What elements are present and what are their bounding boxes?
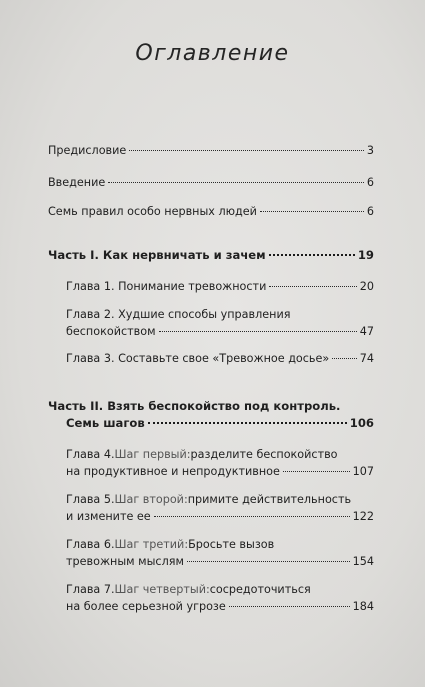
toc-page-number: 106 — [349, 416, 374, 430]
toc-page-number: 184 — [352, 600, 374, 613]
toc-entry-label: Предисловие — [48, 144, 127, 157]
toc-step-label: Шаг третий: — [114, 538, 189, 551]
dot-leader — [229, 606, 350, 607]
toc-page-number: 20 — [359, 280, 374, 293]
toc-entry-label: примите действительность — [187, 493, 352, 506]
toc-entry-chapter-2 — [66, 306, 374, 340]
toc-entry-preface — [48, 142, 374, 159]
toc-entry-chapter-1 — [66, 278, 374, 295]
toc-entry-label: Введение — [48, 176, 106, 189]
toc-entry-label: Глава 3. Составьте свое «Тревожное досье» — [66, 352, 330, 365]
dot-leader — [159, 331, 357, 332]
toc-entry-label-continued: на продуктивное и непродуктивное — [66, 465, 280, 478]
dot-leader — [148, 422, 347, 424]
toc-entry-label: сосредоточиться — [209, 583, 311, 596]
toc-page-number: 107 — [352, 465, 374, 478]
toc-entry-label-continued: на более серьезной угрозе — [66, 600, 226, 613]
dot-leader — [129, 150, 364, 151]
toc-page-number: 3 — [366, 144, 374, 157]
page-title: Оглавление — [135, 41, 290, 66]
toc-entry-seven-rules — [48, 203, 374, 220]
toc-entry-part-2 — [48, 398, 374, 432]
dot-leader — [260, 211, 364, 212]
dot-leader — [269, 254, 355, 256]
toc-step-label: Шаг второй: — [114, 493, 188, 506]
dot-leader — [108, 182, 364, 183]
toc-part-label-continued: Семь шагов — [66, 416, 145, 430]
toc-entry-chapter-6 — [66, 536, 374, 570]
toc-entry-label: разделите беспокойство — [190, 448, 338, 461]
toc-step-label: Шаг первый: — [114, 448, 191, 461]
toc-entry-chapter-7 — [66, 581, 374, 615]
toc-part-label: Часть II. Взять беспокойство под контроль. — [48, 399, 341, 413]
toc-page-number: 74 — [359, 352, 374, 365]
toc-entry-chapter-4 — [66, 446, 374, 480]
toc-chapter-prefix: Глава 4. — [66, 448, 115, 461]
toc-page-number: 6 — [366, 205, 374, 218]
dot-leader — [269, 286, 356, 287]
toc-chapter-prefix: Глава 7. — [66, 583, 115, 596]
toc-entry-chapter-5 — [66, 491, 374, 525]
toc-entry-introduction — [48, 174, 374, 191]
dot-leader — [332, 358, 357, 359]
dot-leader — [283, 471, 350, 472]
toc-page-number: 47 — [359, 325, 374, 338]
toc-page-number: 122 — [352, 510, 374, 523]
toc-page-number: 154 — [352, 555, 374, 568]
toc-entry-label-continued: и измените ее — [66, 510, 151, 523]
toc-entry-label-continued: тревожным мыслям — [66, 555, 184, 568]
toc-entry-label: Глава 2. Худшие способы управления — [66, 308, 291, 321]
toc-page-number: 19 — [357, 248, 374, 262]
toc-entry-label: Бросьте вызов — [188, 538, 275, 551]
toc-chapter-prefix: Глава 6. — [66, 538, 115, 551]
toc-part-label: Часть I. Как нервничать и зачем — [48, 248, 266, 262]
toc-entry-part-1 — [48, 247, 374, 264]
toc-entry-label-continued: беспокойством — [66, 325, 156, 338]
dot-leader — [187, 561, 350, 562]
toc-entry-label: Семь правил особо нервных людей — [48, 205, 257, 218]
toc-chapter-prefix: Глава 5. — [66, 493, 115, 506]
toc-entry-chapter-3 — [66, 350, 374, 367]
toc-entry-label: Глава 1. Понимание тревожности — [66, 280, 267, 293]
dot-leader — [154, 516, 350, 517]
toc-page-number: 6 — [366, 176, 374, 189]
toc-step-label: Шаг четвертый: — [114, 583, 210, 596]
